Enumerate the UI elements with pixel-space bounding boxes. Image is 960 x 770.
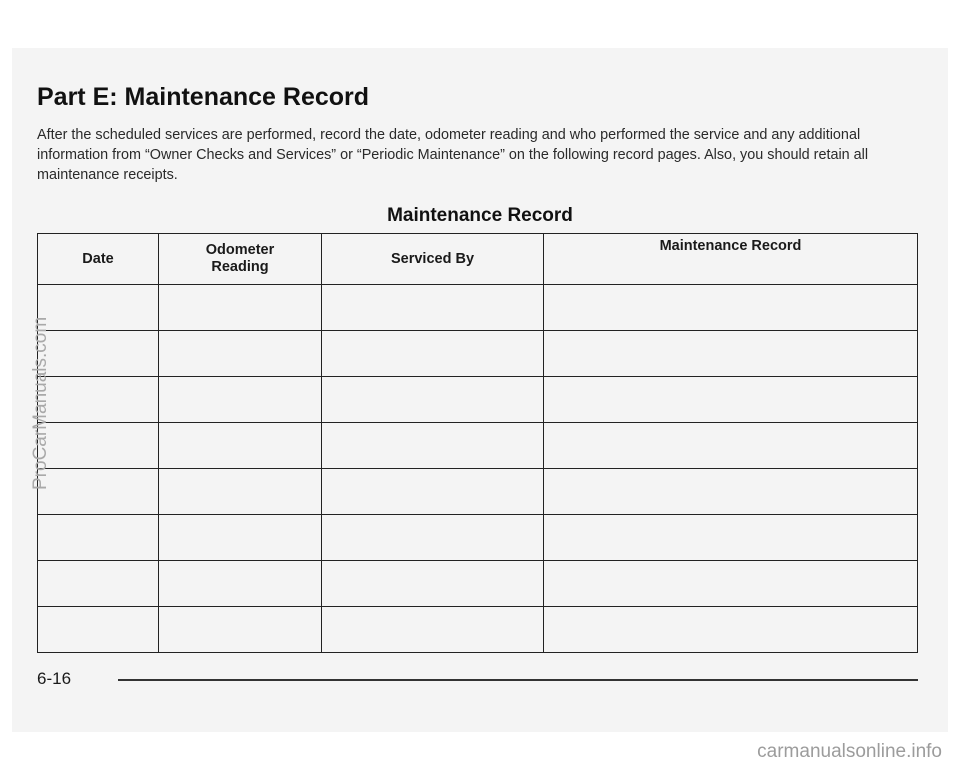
table-row <box>38 377 918 423</box>
table-cell <box>544 561 918 607</box>
table-cell <box>544 423 918 469</box>
table-cell <box>544 285 918 331</box>
table-row <box>38 469 918 515</box>
table-cell <box>544 377 918 423</box>
table-cell <box>322 515 544 561</box>
column-header-maintenance-record <box>544 234 918 285</box>
column-header-odometer-label-line1: Odometer <box>205 242 275 258</box>
table-cell <box>159 377 322 423</box>
table-row <box>38 285 918 331</box>
table-cell <box>159 423 322 469</box>
maintenance-record-table <box>37 233 918 653</box>
table-cell <box>322 607 544 653</box>
table-cell <box>159 561 322 607</box>
footer-rule <box>118 679 918 681</box>
side-watermark: ProCarManuals.com <box>30 316 51 490</box>
table-cell <box>159 515 322 561</box>
page-number: 6-16 <box>37 669 72 688</box>
table-row <box>38 561 918 607</box>
intro-paragraph: After the scheduled services are performed, record the date, odometer reading and who performed the service and any additional information from “Owner Checks and Services” or “Periodic Maintenance” on the following record pages. Also, you should retain all maintenance receipts. <box>37 127 869 183</box>
column-header-serviced-by-label: Serviced By <box>390 250 475 267</box>
column-header-date <box>38 234 159 285</box>
table-cell <box>544 607 918 653</box>
table-cell <box>544 469 918 515</box>
table-cell <box>159 285 322 331</box>
table-cell <box>322 469 544 515</box>
table-row <box>38 423 918 469</box>
table-cell <box>38 607 159 653</box>
table-cell <box>322 561 544 607</box>
column-header-date-label: Date <box>82 250 114 267</box>
table-row <box>38 607 918 653</box>
table-header-row <box>38 234 918 285</box>
table-cell <box>544 515 918 561</box>
table-cell <box>38 423 159 469</box>
bottom-watermark: carmanualsonline.info <box>757 741 942 762</box>
table-cell <box>322 331 544 377</box>
column-header-odometer-reading <box>159 234 322 285</box>
table-cell <box>322 423 544 469</box>
column-header-maintenance-record-label: Maintenance Record <box>659 238 802 254</box>
table-cell <box>322 377 544 423</box>
table-row <box>38 515 918 561</box>
column-header-odometer-label-line2: Reading <box>211 259 269 275</box>
table-row <box>38 331 918 377</box>
table-cell <box>38 285 159 331</box>
table-cell <box>322 285 544 331</box>
table-cell <box>159 607 322 653</box>
table-cell <box>38 515 159 561</box>
table-title: Maintenance Record <box>387 205 573 226</box>
table-cell <box>544 331 918 377</box>
table-cell <box>159 331 322 377</box>
page-title: Part E: Maintenance Record <box>37 83 370 111</box>
table-cell <box>38 377 159 423</box>
table-cell <box>38 331 159 377</box>
table-cell <box>159 469 322 515</box>
table-cell <box>38 561 159 607</box>
table-body <box>38 285 918 653</box>
table-cell <box>38 469 159 515</box>
column-header-serviced-by <box>322 234 544 285</box>
